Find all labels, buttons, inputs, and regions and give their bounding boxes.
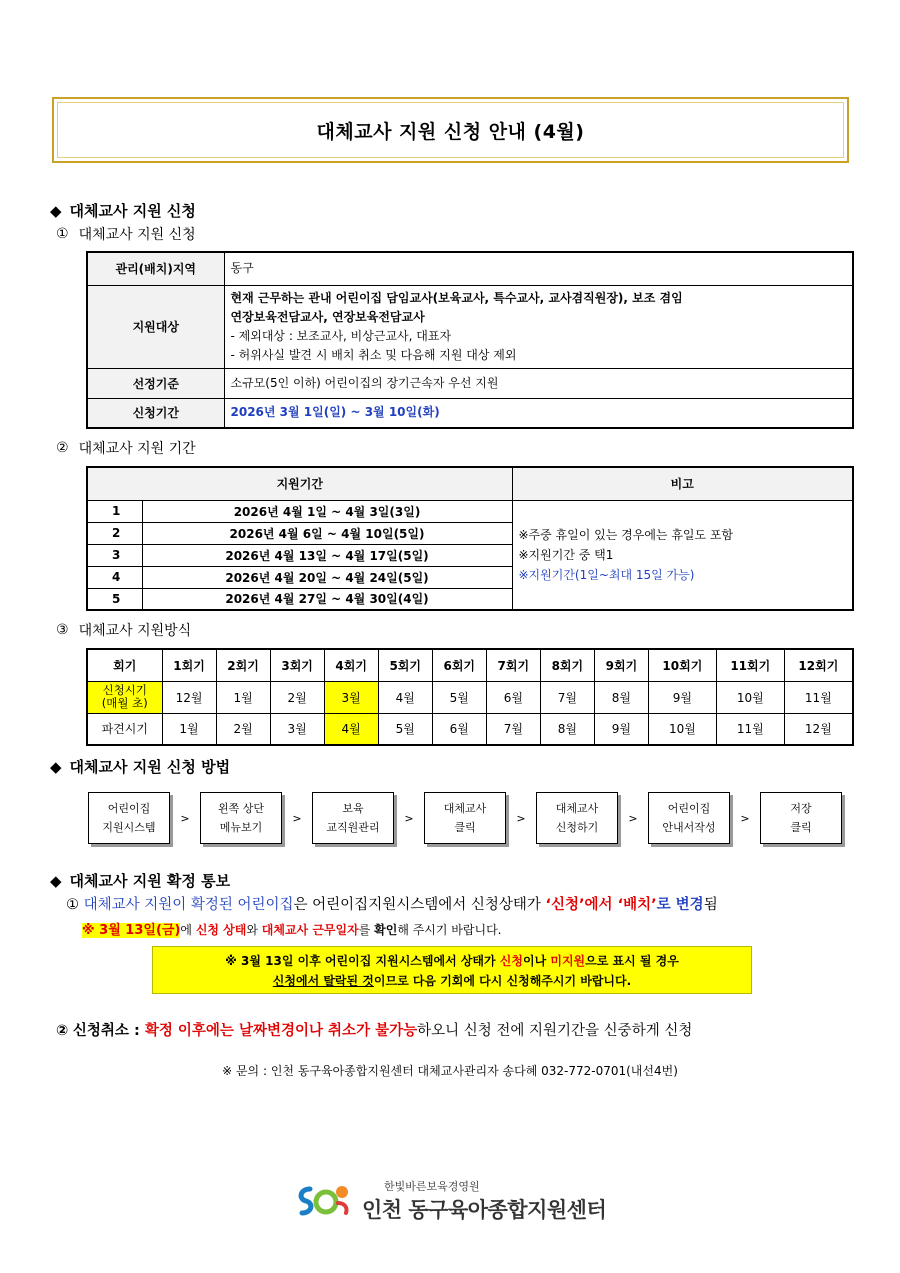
round-header: 회기 — [87, 649, 162, 681]
procedure-step: 보육 교직원관리 — [312, 792, 394, 844]
header-period: 지원기간 — [87, 467, 512, 500]
procedure-step: 대체교사 신청하기 — [536, 792, 618, 844]
period-value: 2026년 3월 1일(일) ~ 3월 10일(화) — [224, 398, 853, 428]
diamond-icon: ◆ — [50, 757, 62, 776]
apply-cell: 2월 — [270, 681, 324, 713]
table-row: 5 2026년 4월 27일 ~ 4월 30일(4일) — [87, 588, 853, 610]
criteria-value: 소규모(5인 이하) 어린이집의 장기근속자 우선 지원 — [224, 368, 853, 398]
dispatch-cell: 9월 — [594, 713, 648, 745]
arrow-icon: > — [292, 811, 302, 825]
procedure-flow — [88, 792, 842, 844]
apply-cell: 9월 — [648, 681, 716, 713]
arrow-icon: > — [180, 811, 190, 825]
round-cell: 10회기 — [648, 649, 716, 681]
procedure-step: 어린이집 지원시스템 — [88, 792, 170, 844]
round-cell: 6회기 — [432, 649, 486, 681]
confirmation-date-paragraph: ※ 3월 13일(금)에 신청 상태와 대체교사 근무일자를 확인해 주시기 바랍니다. — [82, 923, 502, 938]
apply-cell: 10월 — [716, 681, 784, 713]
apply-cell: 6월 — [486, 681, 540, 713]
arrow-icon: > — [740, 811, 750, 825]
procedure-step: 어린이집 안내서작성 — [648, 792, 730, 844]
section1-heading: ◆ 대체교사 지원 신청 — [50, 201, 196, 220]
dispatch-cell: 10월 — [648, 713, 716, 745]
round-cell: 3회기 — [270, 649, 324, 681]
dispatch-label: 파견시기 — [87, 713, 162, 745]
confirmation-paragraph: ① 대체교사 지원이 확정된 어린이집은 어린이집지원시스템에서 신청상태가 ‘신청’에서 ‘배치’로 변경됨 — [66, 897, 718, 913]
diamond-icon: ◆ — [50, 201, 62, 220]
dispatch-cell: 5월 — [378, 713, 432, 745]
contact-info: ※ 문의 : 인천 동구육아종합지원센터 대체교사관리자 송다혜 032-772-0701(내선4번) — [222, 1064, 678, 1078]
dispatch-cell: 2월 — [216, 713, 270, 745]
round-cell: 1회기 — [162, 649, 216, 681]
dispatch-cell: 12월 — [784, 713, 853, 745]
diamond-icon: ◆ — [50, 871, 62, 890]
center-logo — [296, 1178, 606, 1224]
apply-cell: 7월 — [540, 681, 594, 713]
target-label: 지원대상 — [87, 285, 224, 368]
header-note: 비고 — [512, 467, 853, 500]
dispatch-cell: 7월 — [486, 713, 540, 745]
center-logo-icon — [296, 1181, 354, 1221]
page-title: 대체교사 지원 신청 안내 (4월) — [316, 120, 585, 143]
apply-label: 신청시기 (매월 초) — [87, 681, 162, 713]
sub1-heading: ① 대체교사 지원 신청 — [56, 226, 196, 243]
apply-cell: 3월 — [324, 681, 378, 713]
table-row: 1 2026년 4월 1일 ~ 4월 3일(3일) ※주중 휴일이 있는 경우에는 휴일도 포함 ※지원기간 중 택1 ※지원기간(1일~최대 15일 가능) — [87, 500, 853, 522]
period-label: 신청기간 — [87, 398, 224, 428]
dispatch-cell: 11월 — [716, 713, 784, 745]
section2-heading: ◆ 대체교사 지원 신청 방법 — [50, 757, 231, 776]
apply-cell: 1월 — [216, 681, 270, 713]
cancel-paragraph: ② 신청취소 : 확정 이후에는 날짜변경이나 취소가 불가능하오니 신청 전에 지원기간을 신중하게 신청 — [56, 1023, 693, 1039]
round-cell: 11회기 — [716, 649, 784, 681]
apply-cell: 11월 — [784, 681, 853, 713]
procedure-step: 저장 클릭 — [760, 792, 842, 844]
apply-cell: 12월 — [162, 681, 216, 713]
apply-cell: 8월 — [594, 681, 648, 713]
logo-sub: 한빛바른보육경영원 — [384, 1180, 480, 1193]
logo-main: 인천 동구육아종합지원센터 — [362, 1198, 607, 1222]
apply-cell: 5월 — [432, 681, 486, 713]
title-box — [52, 97, 849, 163]
round-cell: 12회기 — [784, 649, 853, 681]
round-cell: 4회기 — [324, 649, 378, 681]
procedure-step: 왼쪽 상단 메뉴보기 — [200, 792, 282, 844]
dispatch-cell: 4월 — [324, 713, 378, 745]
round-cell: 8회기 — [540, 649, 594, 681]
notice-box: ※ 3월 13일 이후 어린이집 지원시스템에서 상태가 신청이나 미지원으로 표시 될 경우 신청에서 탈락된 것이므로 다음 기회에 다시 신청해주시기 바랍니다. — [152, 946, 752, 994]
support-period-table — [86, 466, 854, 611]
round-cell: 9회기 — [594, 649, 648, 681]
region-label: 관리(배치)지역 — [87, 252, 224, 285]
sub3-heading: ③ 대체교사 지원방식 — [56, 622, 192, 639]
round-cell: 7회기 — [486, 649, 540, 681]
arrow-icon: > — [628, 811, 638, 825]
target-value: 현재 근무하는 관내 어린이집 담임교사(보육교사, 특수교사, 교사겸직원장), 보조 겸임 연장보육전담교사, 연장보육전담교사 - 제외대상 : 보조교사, 비상근교사, 대표자 - 허위사실 발견 시 배치 취소 및 다음해 지원 대상 제외 — [224, 285, 853, 368]
table-row: 4 2026년 4월 20일 ~ 4월 24일(5일) — [87, 566, 853, 588]
round-cell: 5회기 — [378, 649, 432, 681]
region-value: 동구 — [224, 252, 853, 285]
sub2-heading: ② 대체교사 지원 기간 — [56, 440, 196, 457]
note-cell: ※주중 휴일이 있는 경우에는 휴일도 포함 ※지원기간 중 택1 ※지원기간(1일~최대 15일 가능) — [512, 500, 853, 610]
dispatch-cell: 3월 — [270, 713, 324, 745]
table-row: 2 2026년 4월 6일 ~ 4월 10일(5일) — [87, 522, 853, 544]
dispatch-cell: 6월 — [432, 713, 486, 745]
dispatch-cell: 1월 — [162, 713, 216, 745]
procedure-step: 대체교사 클릭 — [424, 792, 506, 844]
apply-cell: 4월 — [378, 681, 432, 713]
arrow-icon: > — [404, 811, 414, 825]
section3-heading: ◆ 대체교사 지원 확정 통보 — [50, 871, 231, 890]
support-method-table — [86, 648, 854, 746]
criteria-label: 선정기준 — [87, 368, 224, 398]
table-row: 3 2026년 4월 13일 ~ 4월 17일(5일) — [87, 544, 853, 566]
round-cell: 2회기 — [216, 649, 270, 681]
application-info-table — [86, 251, 854, 429]
dispatch-cell: 8월 — [540, 713, 594, 745]
arrow-icon: > — [516, 811, 526, 825]
